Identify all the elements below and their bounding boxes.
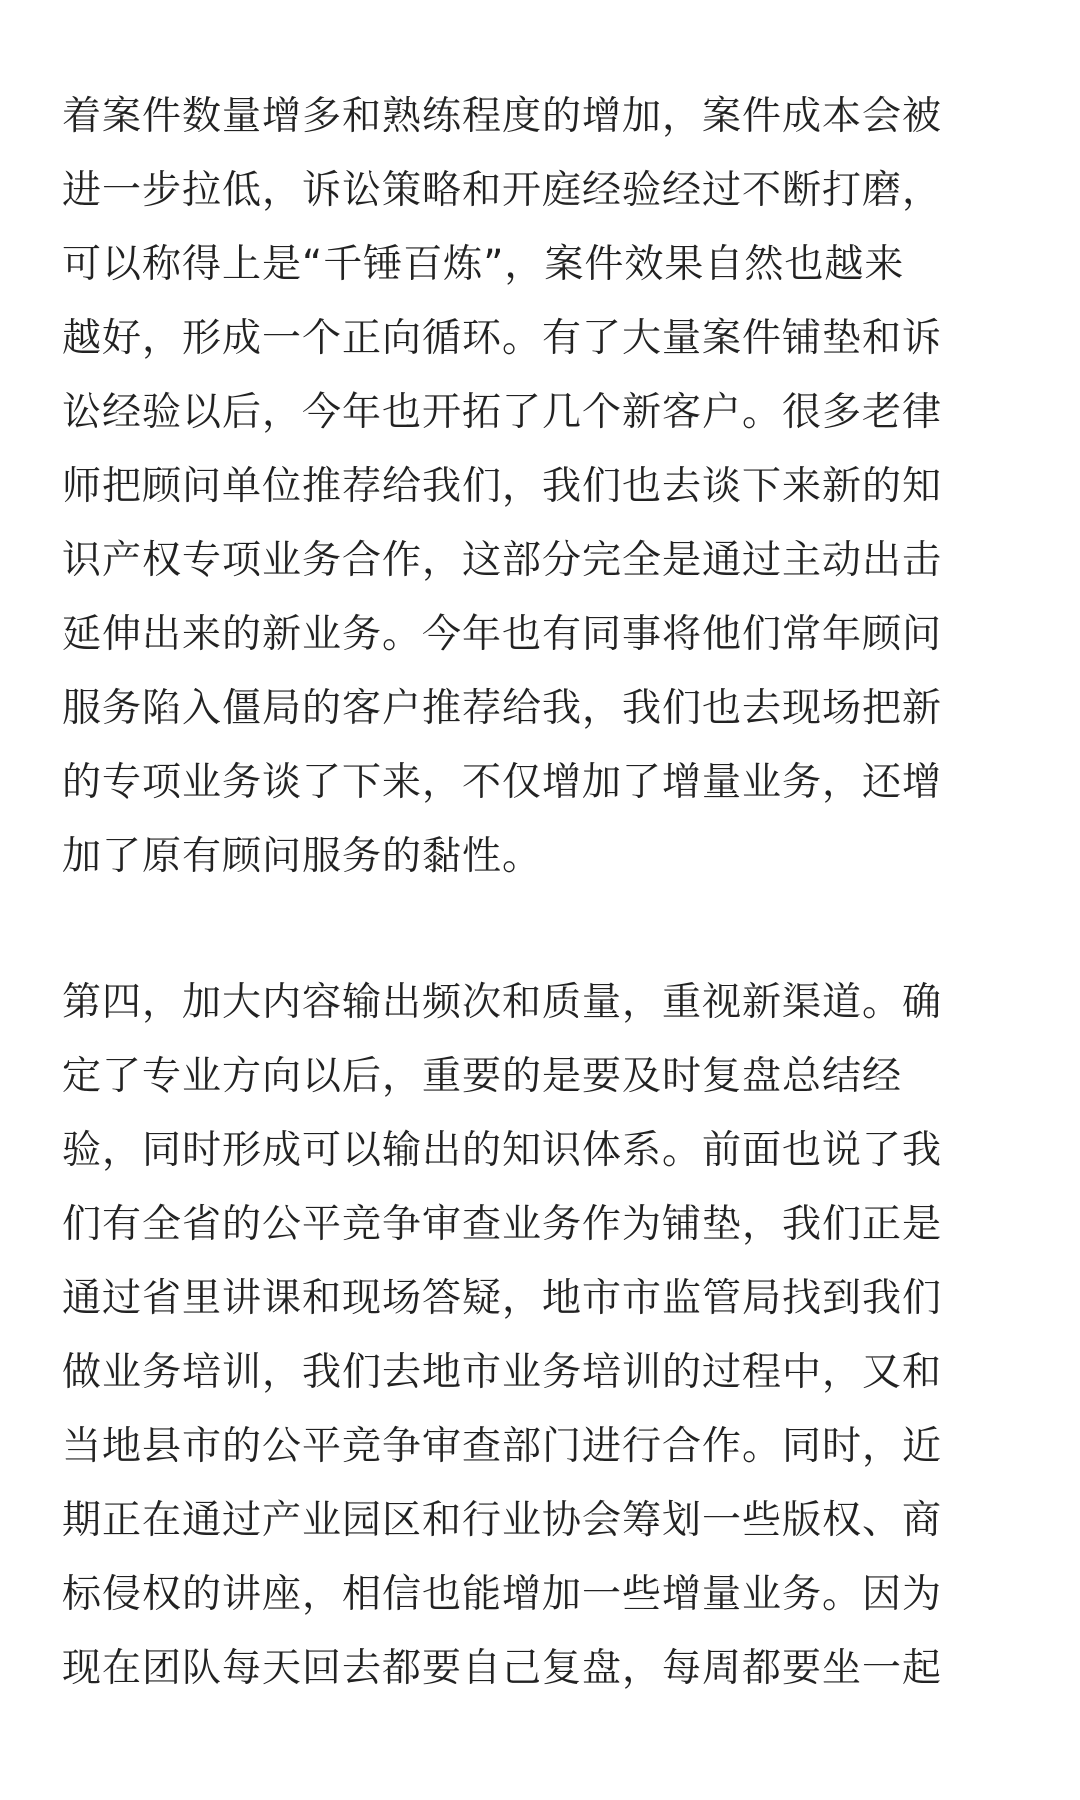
text-line: 识产权专项业务合作，这部分完全是通过主动出击: [62, 538, 943, 583]
text-line: 可以称得上是“千锤百炼”，案件效果自然也越来: [62, 242, 905, 287]
text-line: 定了专业方向以后，重要的是要及时复盘总结经: [62, 1054, 903, 1099]
text-line: 做业务培训，我们去地市业务培训的过程中，又和: [62, 1350, 943, 1395]
text-line: 的专项业务谈了下来，不仅增加了增量业务，还增: [62, 760, 943, 805]
text-line: 当地县市的公平竞争审查部门进行合作。同时，近: [62, 1424, 943, 1469]
text-line: 现在团队每天回去都要自己复盘，每周都要坐一起: [62, 1646, 943, 1691]
text-line: 们有全省的公平竞争审查业务作为铺垫，我们正是: [62, 1202, 943, 1247]
text-line: 标侵权的讲座，相信也能增加一些增量业务。因为: [62, 1572, 943, 1617]
paragraph-2: [62, 966, 1018, 1706]
text-line: 验，同时形成可以输出的知识体系。前面也说了我: [62, 1128, 943, 1173]
text-line: 第四，加大内容输出频次和质量，重视新渠道。确: [62, 980, 943, 1025]
text-line: 加了原有顾问服务的黏性。: [62, 834, 543, 879]
text-line: 通过省里讲课和现场答疑，地市市监管局找到我们: [62, 1276, 943, 1321]
text-line: 服务陷入僵局的客户推荐给我，我们也去现场把新: [62, 686, 943, 731]
paragraph-1: [62, 0, 1018, 894]
text-line: 讼经验以后，今年也开拓了几个新客户。很多老律: [62, 390, 943, 435]
text-line: 进一步拉低，诉讼策略和开庭经验经过不断打磨，: [62, 168, 943, 213]
text-line: 师把顾问单位推荐给我们，我们也去谈下来新的知: [62, 464, 943, 509]
text-line: 期正在通过产业园区和行业协会筹划一些版权、商: [62, 1498, 943, 1543]
text-line: 越好，形成一个正向循环。有了大量案件铺垫和诉: [62, 316, 943, 361]
text-line: 着案件数量增多和熟练程度的增加，案件成本会被: [62, 94, 943, 139]
text-line: 延伸出来的新业务。今年也有同事将他们常年顾问: [62, 612, 943, 657]
